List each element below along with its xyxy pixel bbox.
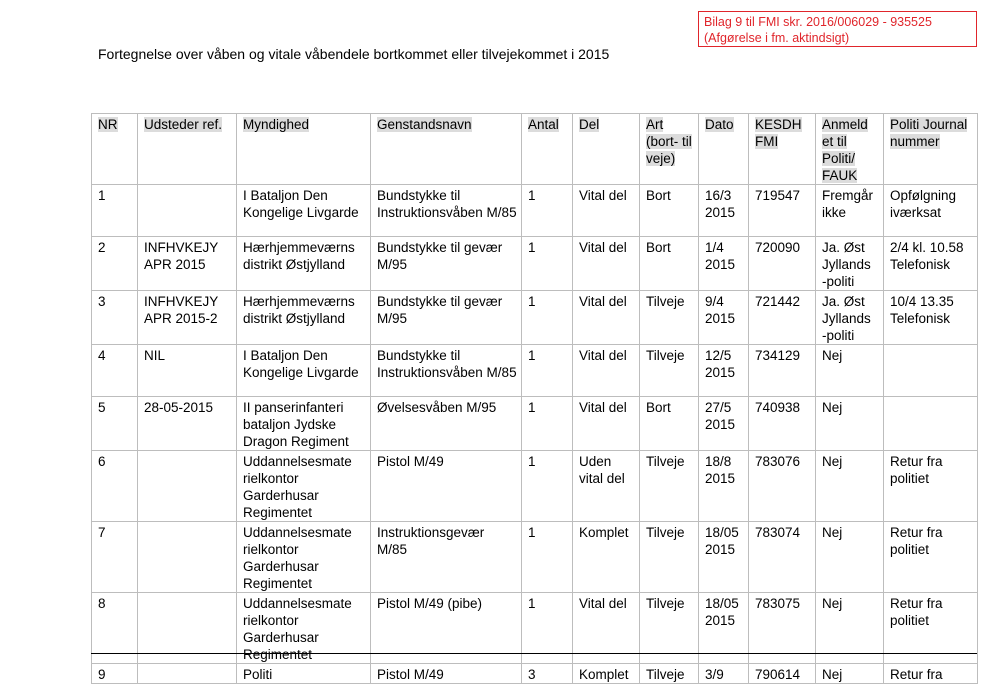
col-header-type: Art (bort- til veje) [640,114,699,185]
cell-date: 18/8 2015 [699,451,749,522]
cell-reported: Ja. Øst Jyllands -politi [816,291,884,345]
cell-authority: Uddannelsesmate rielkontor Garderhusar Regimentet [237,522,371,593]
cell-journal: Opfølgning iværksat [884,185,978,237]
cell-nr: 9 [92,664,138,684]
col-header-journal: Politi Journal nummer [884,114,978,185]
cell-issuer-ref [138,522,237,593]
cell-issuer-ref: 28-05-2015 [138,397,237,451]
col-header-quantity: Antal [522,114,573,185]
cell-authority: Hærhjemmeværns distrikt Østjylland [237,237,371,291]
table-row [92,397,978,451]
col-header-date: Dato [699,114,749,185]
col-header-item-name: Genstandsnavn [371,114,522,185]
col-header-kesdh: KESDH FMI [749,114,816,185]
cell-issuer-ref [138,664,237,684]
col-header-authority: Myndighed [237,114,371,185]
cell-date: 1/4 2015 [699,237,749,291]
cell-quantity: 1 [522,185,573,237]
cell-issuer-ref: NIL [138,345,237,397]
cell-kesdh: 783076 [749,451,816,522]
stamp-line-1: Bilag 9 til FMI skr. 2016/006029 - 935525 [704,15,932,29]
weapons-register-table [91,113,978,684]
cell-nr: 8 [92,593,138,664]
cell-kesdh: 740938 [749,397,816,451]
cell-authority: II panserinfanteri bataljon Jydske Dragon Regiment [237,397,371,451]
cell-part: Vital del [573,593,640,664]
cell-journal: Retur fra [884,664,978,684]
cell-nr: 7 [92,522,138,593]
cell-reported: Fremgår ikke [816,185,884,237]
cell-part: Uden vital del [573,451,640,522]
col-header-nr: NR [92,114,138,185]
cell-nr: 3 [92,291,138,345]
cell-nr: 1 [92,185,138,237]
cell-item-name: Bundstykke til Instruktionsvåben M/85 [371,345,522,397]
cell-type: Tilveje [640,345,699,397]
cell-journal: Retur fra politiet [884,522,978,593]
table-row [92,185,978,237]
cell-journal [884,345,978,397]
cell-type: Tilveje [640,664,699,684]
cell-quantity: 1 [522,397,573,451]
cell-item-name: Pistol M/49 [371,664,522,684]
cell-nr: 2 [92,237,138,291]
cell-authority: Uddannelsesmate rielkontor Garderhusar Regimentet [237,451,371,522]
document-stamp [698,11,977,47]
cell-item-name: Øvelsesvåben M/95 [371,397,522,451]
cell-kesdh: 783075 [749,593,816,664]
cell-type: Bort [640,185,699,237]
cell-journal: 2/4 kl. 10.58 Telefonisk [884,237,978,291]
cell-date: 12/5 2015 [699,345,749,397]
cell-issuer-ref: INFHVKEJY APR 2015-2 [138,291,237,345]
cell-authority: I Bataljon Den Kongelige Livgarde [237,185,371,237]
cell-quantity: 1 [522,593,573,664]
cell-kesdh: 734129 [749,345,816,397]
cell-date: 9/4 2015 [699,291,749,345]
cell-item-name: Pistol M/49 (pibe) [371,593,522,664]
cell-authority: Uddannelsesmate rielkontor Garderhusar Regimentet [237,593,371,664]
cell-part: Vital del [573,291,640,345]
cell-nr: 4 [92,345,138,397]
cell-item-name: Bundstykke til Instruktionsvåben M/85 [371,185,522,237]
cell-reported: Nej [816,451,884,522]
table-row [92,451,978,522]
cell-reported: Nej [816,664,884,684]
cell-part: Vital del [573,237,640,291]
cell-type: Tilveje [640,451,699,522]
cell-type: Tilveje [640,522,699,593]
col-header-part: Del [573,114,640,185]
cell-type: Tilveje [640,291,699,345]
cell-kesdh: 719547 [749,185,816,237]
table-row [92,291,978,345]
cell-date: 18/05 2015 [699,522,749,593]
table-row [92,345,978,397]
cell-issuer-ref [138,185,237,237]
cell-quantity: 1 [522,345,573,397]
col-header-issuer-ref: Udsteder ref. [138,114,237,185]
cell-reported: Nej [816,397,884,451]
page-title: Fortegnelse over våben og vitale våbendele bortkommet eller tilvejekommet i 2015 [98,46,610,62]
cell-reported: Ja. Øst Jyllands -politi [816,237,884,291]
cell-reported: Nej [816,593,884,664]
table-row [92,237,978,291]
cell-journal: Retur fra politiet [884,593,978,664]
cell-item-name: Bundstykke til gevær M/95 [371,291,522,345]
table-row [92,664,978,684]
cell-type: Tilveje [640,593,699,664]
cell-nr: 5 [92,397,138,451]
cell-date: 16/3 2015 [699,185,749,237]
cell-date: 18/05 2015 [699,593,749,664]
col-header-reported: Anmeld et til Politi/ FAUK [816,114,884,185]
cell-date: 3/9 [699,664,749,684]
cell-item-name: Instruktionsgevær M/85 [371,522,522,593]
cell-part: Vital del [573,345,640,397]
cell-item-name: Bundstykke til gevær M/95 [371,237,522,291]
page-cut-line [91,653,977,654]
cell-part: Komplet [573,664,640,684]
cell-date: 27/5 2015 [699,397,749,451]
table-header-row [92,114,978,185]
cell-type: Bort [640,237,699,291]
table-row [92,522,978,593]
cell-part: Vital del [573,185,640,237]
cell-type: Bort [640,397,699,451]
cell-kesdh: 783074 [749,522,816,593]
cell-quantity: 3 [522,664,573,684]
cell-authority: Politi [237,664,371,684]
cell-quantity: 1 [522,291,573,345]
cell-quantity: 1 [522,522,573,593]
cell-issuer-ref [138,451,237,522]
cell-journal: 10/4 13.35 Telefonisk [884,291,978,345]
cell-reported: Nej [816,345,884,397]
cell-authority: I Bataljon Den Kongelige Livgarde [237,345,371,397]
cell-kesdh: 721442 [749,291,816,345]
cell-kesdh: 720090 [749,237,816,291]
cell-issuer-ref: INFHVKEJY APR 2015 [138,237,237,291]
cell-quantity: 1 [522,451,573,522]
cell-nr: 6 [92,451,138,522]
cell-authority: Hærhjemmeværns distrikt Østjylland [237,291,371,345]
cell-item-name: Pistol M/49 [371,451,522,522]
cell-part: Vital del [573,397,640,451]
cell-journal [884,397,978,451]
cell-quantity: 1 [522,237,573,291]
cell-reported: Nej [816,522,884,593]
cell-part: Komplet [573,522,640,593]
stamp-line-2: (Afgørelse i fm. aktindsigt) [704,31,850,45]
cell-journal: Retur fra politiet [884,451,978,522]
cell-kesdh: 790614 [749,664,816,684]
